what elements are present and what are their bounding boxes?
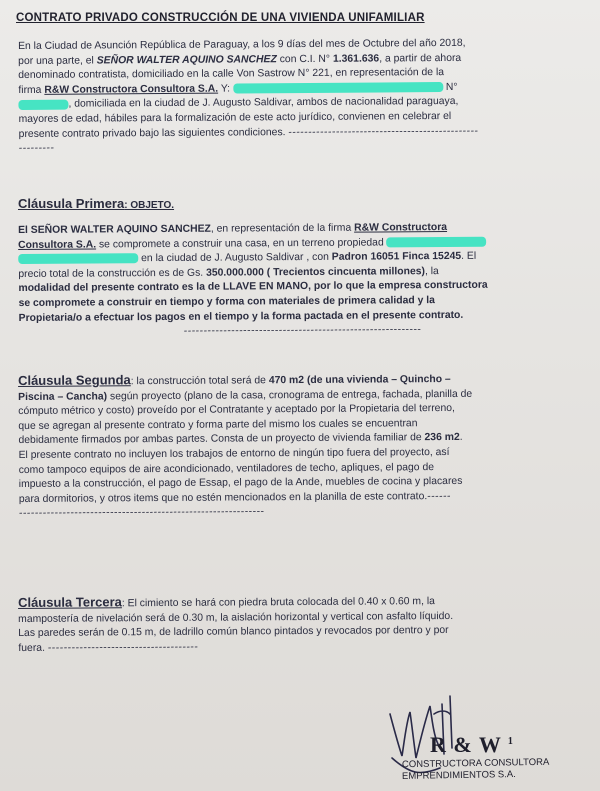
clause-1-line: modalidad del presente contrato es la de LLAVE EN MANO, por lo que la empresa constructora (18, 280, 488, 295)
company-stamp (380, 684, 580, 784)
intro-line: firma R&W Constructora Consultora S.A. Y: N° (18, 81, 458, 96)
clause-2-line: debidamente firmados por ambas partes. Consta de un proyecto de vivienda familiar de 236 m2. (18, 432, 463, 447)
clause-3-line: Cláusula Tercera: El cimiento se hará con piedra bruta colocada del 0.40 x 0.60 m, la (17, 594, 435, 610)
clause-2-line: Cláusula Segunda: la construcción total será de 470 m2 (de una vivienda – Quincho – (17, 372, 451, 388)
clause-1-line: precio total de la construcción es de Gs. 350.000.000 ( Trecientos cincuenta millones), la (18, 265, 439, 280)
clause-3-line: mampostería de nivelación será de 0.30 m, la aislación horizontal y vertical con asfalto líquido. (18, 610, 454, 625)
redaction-highlight (18, 99, 68, 109)
intro-line: , domiciliada en la ciudad de J. Augusto Saldivar, ambos de nacionalidad paraguaya, (18, 94, 590, 113)
intro-line: En la Ciudad de Asunción República de Paraguay, a los 9 días del mes de Octubre del año 2018, (18, 37, 466, 52)
intro-line: presente contrato privado bajo las siguientes condiciones. ------------------------------------------------ (18, 125, 479, 140)
clause-2-line: cómputo métrico y costo) proveído por el Contratante y aceptado por la Propietaria del terreno, (18, 403, 455, 418)
clause-1-heading: Cláusula Primera: OBJETO. (18, 196, 175, 211)
clause-1-line: en la ciudad de J. Augusto Saldivar , con Padron 16051 Finca 15245. El (18, 249, 590, 268)
intro-paragraph (18, 36, 591, 157)
clause-1-line: se compromete a construir en tiempo y forma con materiales de primera calidad y la (18, 295, 435, 309)
redaction-highlight (387, 237, 487, 248)
clause-1-line: ------------------------------------------------------------ (183, 324, 422, 338)
intro-line: --------- (18, 142, 55, 155)
clause-2-line: El presente contrato no incluyen los trabajos de entorno de ningún tipo fuera del proyecto, así (18, 446, 450, 461)
clause-3-line: fuera. -------------------------------------- (18, 641, 199, 654)
stamp-company-line: EMPRENDIMIENTOS S.A. (401, 769, 516, 782)
clause-1-line: El SEÑOR WALTER AQUINO SANCHEZ, en representación de la firma R&W Constructora (18, 222, 448, 236)
clause-2-line: Piscina – Cancha) según proyecto (plano de la casa, cronograma de entrega, fachada, planilla de (18, 388, 473, 403)
clause-3-paragraph (18, 592, 590, 656)
clause-2-line: como tampoco equipos de aire acondicionado, ventiladores de techo, apliques, el pago de (18, 461, 435, 476)
intro-line: por una parte, el SEÑOR WALTER AQUINO SANCHEZ con C.I. N° 1.361.636, a partir de ahora (18, 52, 462, 67)
clause-2-line: para dormitorios, y otros items que no estén mencionados en la planilla de este contrato.------ (18, 490, 452, 505)
intro-line: mayores de edad, hábiles para la formalización de este acto jurídico, convienen en celebrar el (18, 110, 452, 125)
document-title: CONTRATO PRIVADO CONSTRUCCIÓN DE UNA VIVIENDA UNIFAMILIAR (16, 12, 425, 24)
clause-3-line: Las paredes serán de 0.15 m, de ladrillo común blanco pintados y revocados por dentro y por (18, 625, 449, 640)
redaction-highlight (18, 254, 138, 265)
clause-2-paragraph (18, 370, 591, 522)
redaction-highlight (233, 82, 443, 93)
stamp-company-line: CONSTRUCTORA CONSULTORA (401, 756, 550, 771)
clause-2-line: impuesto a la construcción, el pago de Essap, el pago de la Ande, muebles de cocina y placares (18, 476, 463, 491)
clause-1-paragraph (18, 220, 591, 341)
intro-line: denominado contratista, domiciliado en la calle Von Sastrow N° 221, en representación de la (18, 67, 445, 82)
clause-1-line: Propietaria/o a efectuar los pagos en el tiempo y la forma pactada en el presente contrato. (18, 309, 464, 324)
clause-2-line: -------------------------------------------------------------- (18, 506, 265, 520)
clause-1-line: Consultora S.A. se compromete a construir una casa, en un terreno propiedad (18, 235, 590, 254)
stamp-logo: R & W $^1$ (430, 732, 514, 757)
clause-2-line: que se agregan al presente contrato y forma parte del mismo los cuales se encuentran (18, 417, 418, 432)
